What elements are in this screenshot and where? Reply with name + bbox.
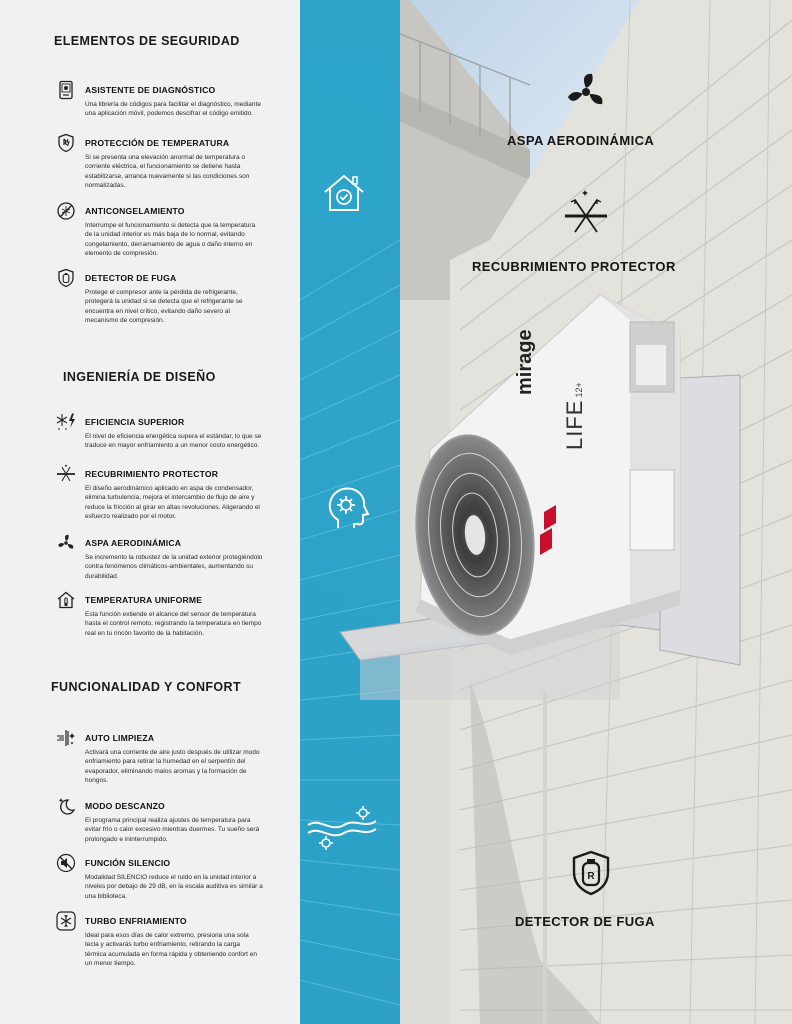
features-column [0, 0, 300, 1024]
feature-description: Si se presenta una elevación anormal de temperatura o corriente eléctrica, el funcionamiento se detiene hasta estabilizarse, arranca nuevamente si las condiciones son normalizadas. [85, 154, 250, 189]
feature-description: Protege el compresor ante la pérdida de refrigerante, protegerá la unidad si se detecta que el refrigerante se encuentra en nivel crítico, evitando daño severo al mecanismo de compresión. [85, 289, 243, 324]
feature-description: Ideal para esos días de calor extremo, presiona una sola tecla y activarás turbo enfriamiento, retirando la carga térmica acumulada en forma rápida y obteniendo confort en un menor tiempo. [85, 932, 257, 967]
section-title-seguridad: ELEMENTOS DE SEGURIDAD [54, 34, 240, 48]
feature-description: Una librería de códigos para facilitar el diagnóstico, mediante una aplicación móvil, podemos descifrar el código emitido. [85, 101, 261, 118]
feature-proteccion-temperatura [56, 133, 292, 203]
fan-blade-icon [56, 533, 76, 553]
callout-recubrimiento-protector: RECUBRIMIENTO PROTECTOR [472, 259, 676, 274]
detector-callout-icon [571, 850, 611, 896]
smart-home-icon [321, 170, 367, 216]
feature-eficiencia-superior [56, 412, 292, 464]
callout-detector-fuga: DETECTOR DE FUGA [515, 914, 655, 929]
feature-description: El programa principal realiza ajustes de temperatura para evitar frío o calor excesivo mientras duermes. Tu sueño será prolongado e ininterrumpido. [85, 817, 260, 843]
head-gear-icon [324, 484, 370, 532]
feature-title: TURBO ENFRIAMIENTO [85, 916, 187, 926]
feature-recubrimiento-protector [56, 464, 292, 534]
recubrimiento-callout-icon [563, 188, 609, 242]
feature-funcion-silencio [56, 853, 292, 909]
feature-detector-fuga [56, 268, 292, 338]
feature-description: Interrumpe el funcionamiento si detecta que la temperatura de la unidad interior es más baja de lo normal, evitando congelamiento, derramamiento de agua o daño interno en elemento de compresión. [85, 222, 256, 257]
callout-aspa-aerodinamica: ASPA AERODINÁMICA [507, 133, 655, 148]
feature-title: AUTO LIMPIEZA [85, 733, 155, 743]
section-title-diseno: INGENIERÍA DE DISEÑO [63, 370, 216, 384]
building-wall-illustration [300, 0, 792, 1024]
feature-asistente-diagnostico [56, 80, 292, 135]
feature-title: ANTICONGELAMIENTO [85, 206, 185, 216]
feature-description: Se incremento la robustez de la unidad exterior protegiéndolo contra fenómenos climáticos-ambientales, aumentando su durabilidad. [85, 554, 263, 580]
home-temperature-icon [56, 590, 76, 610]
feature-title: PROTECCIÓN DE TEMPERATURA [85, 138, 230, 148]
feature-description: El nivel de eficiencia energética supera el estándar, lo que se traduce en mayor enfriamiento a un menor costo energético. [85, 433, 262, 450]
feature-description: Esta función extiende el alcance del sensor de temperatura hasta el control remoto, registrando la temperatura en tiempo real en tu rincón favorito de la habitación. [85, 611, 262, 637]
silent-mode-icon [56, 853, 76, 873]
self-clean-icon [56, 728, 76, 748]
feature-temperatura-uniforme [56, 590, 292, 650]
temperature-shield-icon [56, 133, 76, 153]
feature-auto-limpieza [56, 728, 292, 794]
feature-title: MODO DESCANZO [85, 801, 165, 811]
model-suffix: 12+ [574, 382, 584, 398]
feature-anticongelamiento [56, 201, 292, 271]
feature-description: Modalidad SILENCIO reduce el ruido en la unidad interior a niveles por debajo de 29 dB, en la escala auditiva es similar a una biblioteca. [85, 874, 263, 900]
feature-title: ASISTENTE DE DIAGNÓSTICO [85, 85, 216, 95]
feature-title: RECUBRIMIENTO PROTECTOR [85, 469, 219, 479]
leak-shield-icon [56, 268, 76, 288]
anti-freeze-icon [56, 201, 76, 221]
feature-title: ASPA AERODINÁMICA [85, 538, 182, 548]
model-name: LIFE [562, 399, 587, 450]
turbo-cooling-icon [56, 911, 76, 931]
model-label [562, 382, 588, 450]
feature-title: TEMPERATURA UNIFORME [85, 595, 203, 605]
feature-aspa-aerodinamica [56, 533, 292, 588]
coating-icon [56, 464, 76, 484]
aspa-callout-icon [564, 70, 608, 114]
airflow-gears-icon [306, 803, 386, 853]
feature-title: FUNCIÓN SILENCIO [85, 858, 171, 868]
brand-label [514, 255, 537, 395]
diagnostic-phone-icon [56, 80, 76, 100]
feature-title: EFICIENCIA SUPERIOR [85, 417, 185, 427]
section-title-funcionalidad: FUNCIONALIDAD Y CONFORT [51, 680, 241, 694]
feature-description: El diseño aerodinámico aplicado en aspa de condensador, elimina turbulencia, mejora el intercambio de flujo de aire y reduce la fricción al girar en altas revoluciones. Aligerando el esfuerzo realizado por el motor. [85, 485, 260, 520]
product-photo [300, 0, 792, 1024]
feature-description: Activará una corriente de aire justo después de utilizar modo enfriamiento para retirar la humedad en el serpentín del evaporador, eliminando malos aromas y la formación de hongos. [85, 749, 260, 784]
feature-turbo-enfriamiento [56, 911, 292, 981]
sleep-mode-icon [56, 796, 76, 816]
brand-name: mirage [514, 329, 536, 395]
efficiency-icon [56, 412, 76, 432]
feature-title: DETECTOR DE FUGA [85, 273, 177, 283]
svg-text:R: R [587, 871, 595, 882]
feature-modo-descanzo [56, 796, 292, 852]
